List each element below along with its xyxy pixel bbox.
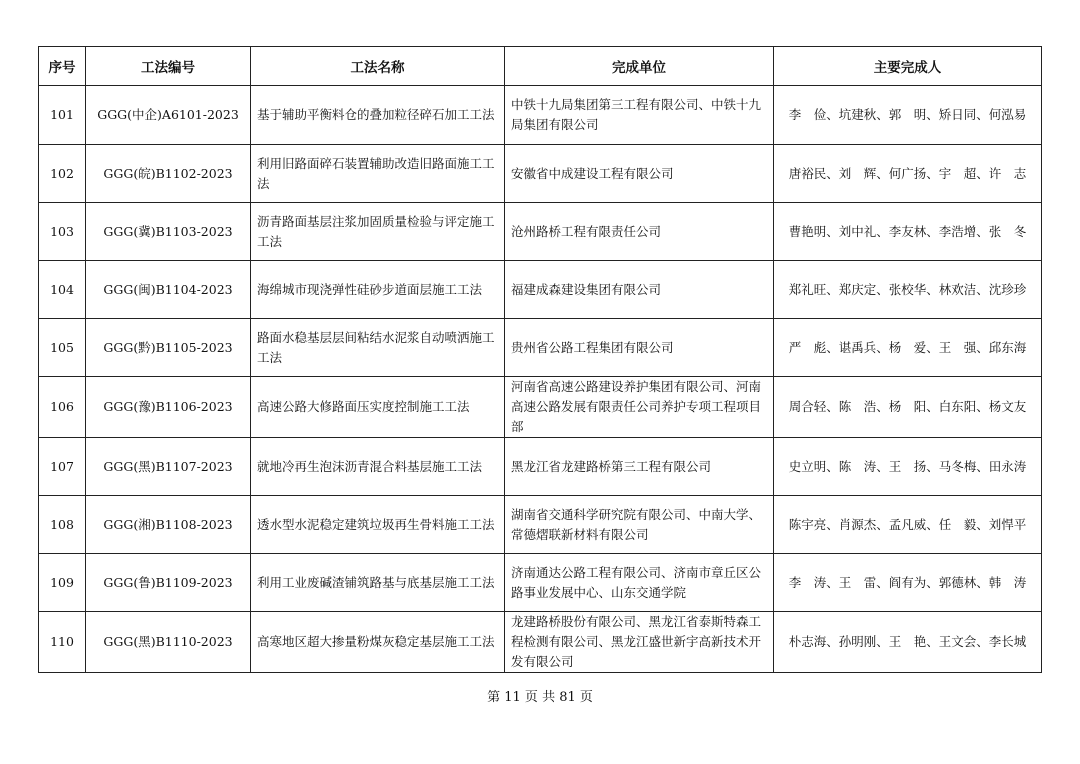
table-row — [39, 319, 1042, 377]
completing-unit-cell: 龙建路桥股份有限公司、黑龙江省泰斯特森工程检测有限公司、黑龙江盛世新宇高新技术开发有限公司 — [505, 612, 774, 673]
serial-number-cell: 105 — [39, 319, 86, 377]
table-row — [39, 145, 1042, 203]
serial-number-cell: 110 — [39, 612, 86, 673]
method-name-cell: 透水型水泥稳定建筑垃圾再生骨料施工工法 — [251, 496, 505, 554]
method-name-cell: 沥青路面基层注浆加固质量检验与评定施工工法 — [251, 203, 505, 261]
method-name-cell: 高寒地区超大掺量粉煤灰稳定基层施工工法 — [251, 612, 505, 673]
completing-unit-cell: 河南省高速公路建设养护集团有限公司、河南高速公路发展有限责任公司养护专项工程项目部 — [505, 377, 774, 438]
header-method-name: 工法名称 — [251, 47, 505, 86]
completing-unit-cell: 福建成森建设集团有限公司 — [505, 261, 774, 319]
method-code-cell: GGG(中企)A6101-2023 — [86, 86, 251, 145]
contributors-cell: 周合轻、陈 浩、杨 阳、白东阳、杨文友 — [774, 377, 1042, 438]
method-name-cell: 利用工业废碱渣铺筑路基与底基层施工工法 — [251, 554, 505, 612]
header-serial-number: 序号 — [39, 47, 86, 86]
table-row — [39, 612, 1042, 673]
method-code-cell: GGG(豫)B1106-2023 — [86, 377, 251, 438]
method-code-cell: GGG(皖)B1102-2023 — [86, 145, 251, 203]
contributors-cell: 陈宇亮、肖源杰、孟凡威、任 毅、刘悍平 — [774, 496, 1042, 554]
completing-unit-cell: 中铁十九局集团第三工程有限公司、中铁十九局集团有限公司 — [505, 86, 774, 145]
serial-number-cell: 109 — [39, 554, 86, 612]
table-row — [39, 86, 1042, 145]
method-code-cell: GGG(黑)B1107-2023 — [86, 438, 251, 496]
contributors-cell: 史立明、陈 涛、王 扬、马冬梅、田永涛 — [774, 438, 1042, 496]
page-number-footer: 第 11 页 共 81 页 — [487, 690, 593, 705]
method-name-cell: 利用旧路面碎石装置辅助改造旧路面施工工法 — [251, 145, 505, 203]
table-row — [39, 438, 1042, 496]
table-row — [39, 554, 1042, 612]
contributors-cell: 唐裕民、刘 辉、何广扬、宇 超、许 志 — [774, 145, 1042, 203]
serial-number-cell: 107 — [39, 438, 86, 496]
header-completing-unit: 完成单位 — [505, 47, 774, 86]
serial-number-cell: 102 — [39, 145, 86, 203]
method-code-cell: GGG(湘)B1108-2023 — [86, 496, 251, 554]
method-code-cell: GGG(黑)B1110-2023 — [86, 612, 251, 673]
completing-unit-cell: 湖南省交通科学研究院有限公司、中南大学、常德熠联新材料有限公司 — [505, 496, 774, 554]
table-row — [39, 377, 1042, 438]
method-name-cell: 基于辅助平衡料仓的叠加粒径碎石加工工法 — [251, 86, 505, 145]
completing-unit-cell: 安徽省中成建设工程有限公司 — [505, 145, 774, 203]
contributors-cell: 李 俭、坑建秋、郭 明、矫日同、何泓易 — [774, 86, 1042, 145]
table-row — [39, 496, 1042, 554]
completing-unit-cell: 贵州省公路工程集团有限公司 — [505, 319, 774, 377]
contributors-cell: 郑礼旺、郑庆定、张校华、林欢洁、沈珍珍 — [774, 261, 1042, 319]
method-name-cell: 海绵城市现浇弹性硅砂步道面层施工工法 — [251, 261, 505, 319]
table-row — [39, 261, 1042, 319]
construction-method-table — [38, 46, 1042, 673]
method-code-cell: GGG(黔)B1105-2023 — [86, 319, 251, 377]
header-method-code: 工法编号 — [86, 47, 251, 86]
method-name-cell: 就地冷再生泡沫沥青混合料基层施工工法 — [251, 438, 505, 496]
table-row — [39, 203, 1042, 261]
method-code-cell: GGG(冀)B1103-2023 — [86, 203, 251, 261]
serial-number-cell: 108 — [39, 496, 86, 554]
serial-number-cell: 104 — [39, 261, 86, 319]
serial-number-cell: 103 — [39, 203, 86, 261]
contributors-cell: 严 彪、谌禹兵、杨 爱、王 强、邱东海 — [774, 319, 1042, 377]
method-code-cell: GGG(闽)B1104-2023 — [86, 261, 251, 319]
method-name-cell: 高速公路大修路面压实度控制施工工法 — [251, 377, 505, 438]
completing-unit-cell: 沧州路桥工程有限责任公司 — [505, 203, 774, 261]
header-main-contributors: 主要完成人 — [774, 47, 1042, 86]
serial-number-cell: 106 — [39, 377, 86, 438]
table-header-row — [39, 47, 1042, 86]
serial-number-cell: 101 — [39, 86, 86, 145]
contributors-cell: 曹艳明、刘中礼、李友林、李浩增、张 冬 — [774, 203, 1042, 261]
method-name-cell: 路面水稳基层层间粘结水泥浆自动喷洒施工工法 — [251, 319, 505, 377]
method-code-cell: GGG(鲁)B1109-2023 — [86, 554, 251, 612]
completing-unit-cell: 黑龙江省龙建路桥第三工程有限公司 — [505, 438, 774, 496]
contributors-cell: 李 涛、王 雷、阎有为、郭德林、韩 涛 — [774, 554, 1042, 612]
completing-unit-cell: 济南通达公路工程有限公司、济南市章丘区公路事业发展中心、山东交通学院 — [505, 554, 774, 612]
contributors-cell: 朴志海、孙明刚、王 艳、王文会、李长城 — [774, 612, 1042, 673]
